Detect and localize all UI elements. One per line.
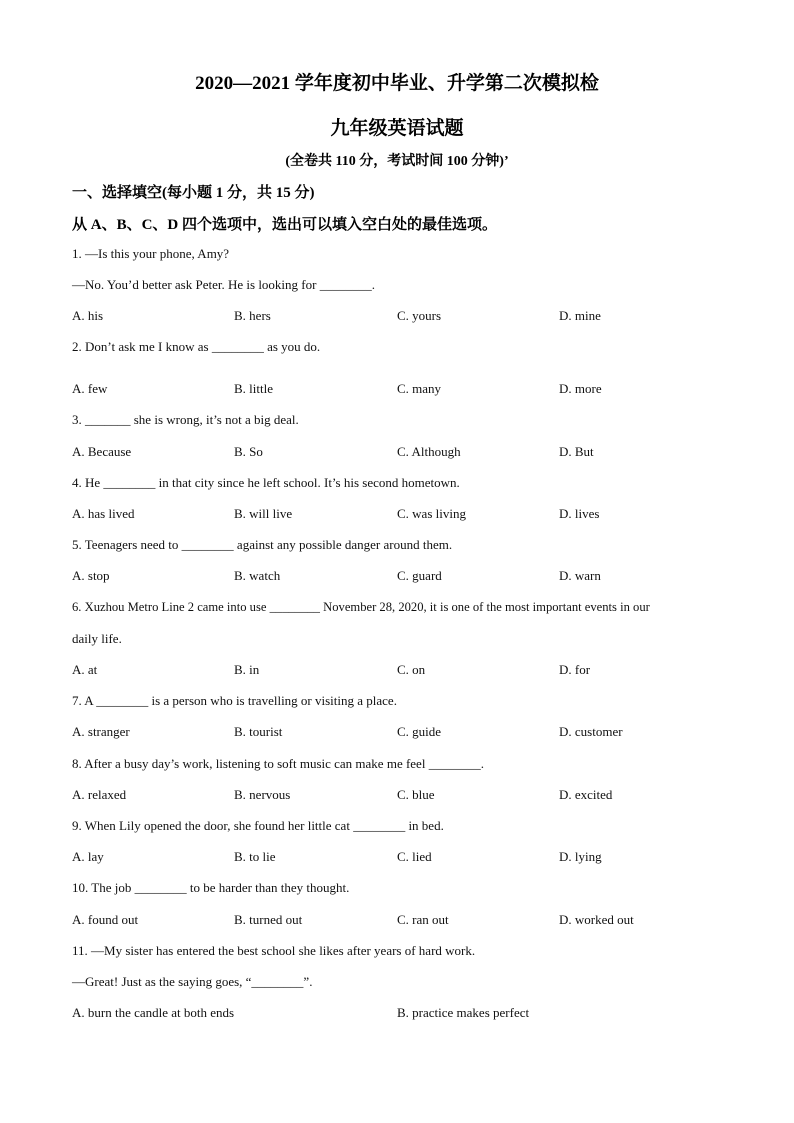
question-8-option-d: D. excited — [559, 787, 613, 802]
exam-subtitle: 九年级英语试题 — [330, 118, 464, 139]
question-11-option-a: A. burn the candle at both ends — [72, 1005, 235, 1020]
question-6-line-2: daily life. — [72, 631, 122, 646]
exam-title: 2020—2021 学年度初中毕业、升学第二次模拟检 — [195, 73, 599, 94]
question-5-line-1: 5. Teenagers need to ________ against any possible danger around them. — [72, 537, 453, 552]
question-7-option-c: C. guide — [397, 724, 442, 739]
question-9-line-1: 9. When Lily opened the door, she found her little cat ________ in bed. — [72, 818, 444, 833]
question-6-option-c: C. on — [397, 662, 426, 677]
question-10-line-1: 10. The job ________ to be harder than they thought. — [72, 880, 350, 895]
question-6-option-b: B. in — [234, 662, 260, 677]
question-3-option-b: B. So — [234, 444, 263, 459]
question-3-option-c: C. Although — [397, 444, 461, 459]
question-11-line-2: —Great! Just as the saying goes, “________”. — [72, 974, 313, 989]
question-5-option-a: A. stop — [72, 568, 110, 583]
question-8-option-b: B. nervous — [234, 787, 291, 802]
question-1-option-a: A. his — [72, 308, 104, 323]
question-9-option-c: C. lied — [397, 849, 432, 864]
question-10-option-a: A. found out — [72, 912, 139, 927]
question-6-line-1: 6. Xuzhou Metro Line 2 came into use ________ November 28, 2020, it is one of the most important events in our — [72, 600, 650, 614]
question-3-line-1: 3. _______ she is wrong, it’s not a big deal. — [72, 412, 299, 427]
question-10-option-c: C. ran out — [397, 912, 449, 927]
question-2-option-c: C. many — [397, 381, 442, 396]
exam-note: (全卷共 110 分，考试时间 100 分钟)’ — [285, 154, 509, 169]
question-1-option-b: B. hers — [234, 308, 271, 323]
question-5-option-d: D. warn — [559, 568, 601, 583]
question-6-option-a: A. at — [72, 662, 98, 677]
question-2-line-1: 2. Don’t ask me I know as ________ as you do. — [72, 339, 321, 354]
question-4-option-a: A. has lived — [72, 506, 135, 521]
question-4-line-1: 4. He ________ in that city since he left school. It’s his second hometown. — [72, 475, 460, 490]
question-2-option-b: B. little — [234, 381, 273, 396]
question-7-option-b: B. tourist — [234, 724, 283, 739]
question-9-option-d: D. lying — [559, 849, 602, 864]
question-3-option-a: A. Because — [72, 444, 132, 459]
question-10-option-d: D. worked out — [559, 912, 634, 927]
question-11-option-b: B. practice makes perfect — [397, 1005, 530, 1020]
question-8-option-a: A. relaxed — [72, 787, 127, 802]
question-1-option-c: C. yours — [397, 308, 442, 323]
question-7-option-a: A. stranger — [72, 724, 130, 739]
question-4-option-d: D. lives — [559, 506, 600, 521]
question-11-line-1: 11. —My sister has entered the best school she likes after years of hard work. — [72, 943, 476, 958]
question-2-option-d: D. more — [559, 381, 602, 396]
section-instruction: 从 A、B、C、D 四个选项中，选出可以填入空白处的最佳选项。 — [72, 217, 498, 233]
question-9-option-a: A. lay — [72, 849, 104, 864]
question-8-option-c: C. blue — [397, 787, 435, 802]
question-2-option-a: A. few — [72, 381, 108, 396]
question-1-option-d: D. mine — [559, 308, 601, 323]
question-7-line-1: 7. A ________ is a person who is travelling or visiting a place. — [72, 693, 397, 708]
question-4-option-c: C. was living — [397, 506, 466, 521]
question-1-line-1: 1. —Is this your phone, Amy? — [72, 246, 230, 261]
question-5-option-b: B. watch — [234, 568, 281, 583]
question-3-option-d: D. But — [559, 444, 594, 459]
question-7-option-d: D. customer — [559, 724, 623, 739]
question-10-option-b: B. turned out — [234, 912, 303, 927]
question-8-line-1: 8. After a busy day’s work, listening to soft music can make me feel ________. — [72, 756, 484, 771]
question-5-option-c: C. guard — [397, 568, 442, 583]
section-heading: 一、选择填空(每小题 1 分，共 15 分) — [72, 185, 315, 201]
question-6-option-d: D. for — [559, 662, 591, 677]
question-1-line-2: —No. You’d better ask Peter. He is looking for ________. — [72, 277, 375, 292]
question-4-option-b: B. will live — [234, 506, 293, 521]
question-9-option-b: B. to lie — [234, 849, 276, 864]
